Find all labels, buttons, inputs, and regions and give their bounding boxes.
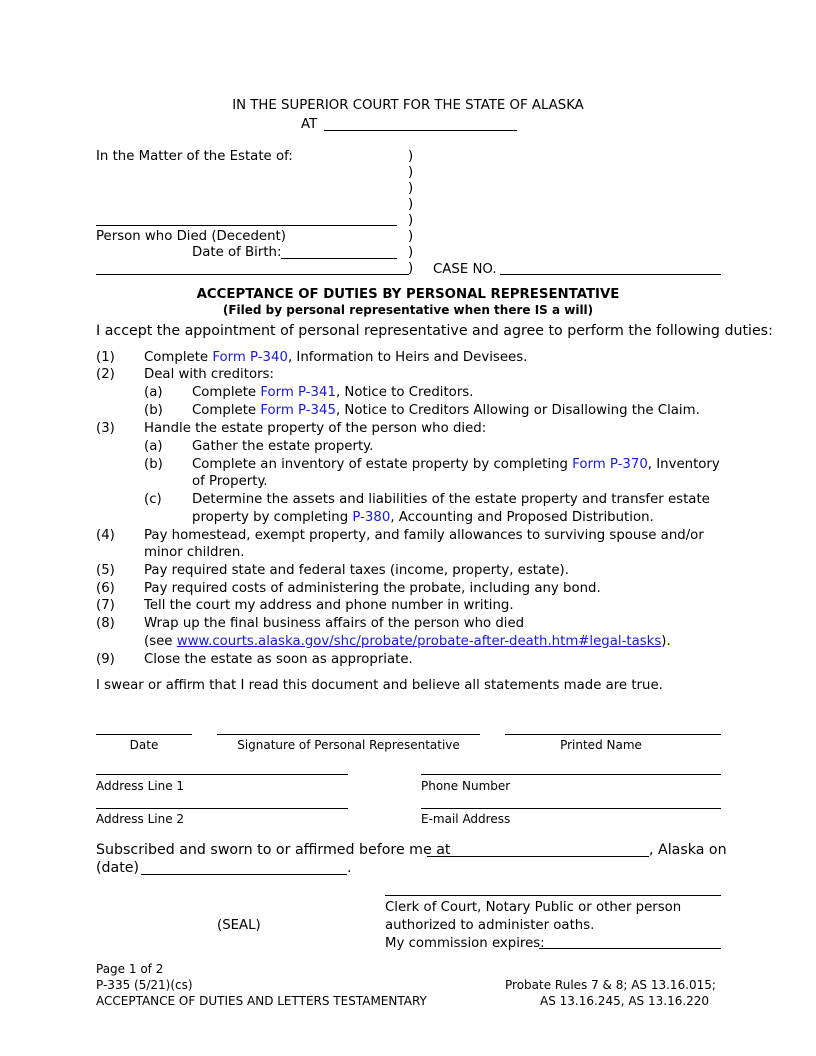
caption-paren: ) (408, 261, 414, 276)
duty-8: Wrap up the final business affairs of the person who died (144, 616, 525, 631)
clerk-line-1: Clerk of Court, Notary Public or other person (385, 900, 682, 915)
case-no-field[interactable] (500, 274, 721, 275)
commission-label: My commission expires: (385, 936, 545, 951)
address-line-2-field[interactable] (96, 808, 348, 809)
signature-field[interactable] (217, 734, 480, 735)
duty-2a (192, 384, 473, 401)
duty-text: Complete (144, 350, 213, 365)
duty-text: , Accounting and Proposed Distribution. (390, 510, 654, 525)
clerk-line-2: authorized to administer oaths. (385, 918, 595, 933)
sworn-date-label: (date) (96, 860, 140, 876)
duty-3c: Determine the assets and liabilities of the estate property and transfer estate (192, 492, 710, 507)
printed-name-field[interactable] (505, 734, 721, 735)
page-number: Page 1 of 2 (96, 962, 164, 976)
caption-paren: ) (408, 213, 414, 228)
duty-3b (192, 456, 720, 473)
duty-number: (8) (96, 616, 115, 631)
caption-paren: ) (408, 165, 414, 180)
caption-paren: ) (408, 181, 414, 196)
address-line-2-label: Address Line 2 (96, 812, 185, 826)
sworn-text: Subscribed and sworn to or affirmed before me at (96, 842, 451, 858)
document-title: ACCEPTANCE OF DUTIES BY PERSONAL REPRESENTATIVE (196, 287, 620, 302)
email-address-label: E-mail Address (421, 812, 511, 826)
sworn-location-field[interactable] (427, 856, 649, 857)
form-p345-link[interactable]: Form P-345 (260, 403, 336, 418)
rules-line-1: Probate Rules 7 & 8; AS 13.16.015; (505, 978, 716, 992)
sworn-period: . (347, 860, 352, 876)
sworn-text-end: , Alaska on (649, 842, 727, 858)
decedent-name-field[interactable] (96, 225, 397, 226)
duty-1 (144, 349, 527, 366)
form-p341-link[interactable]: Form P-341 (260, 385, 336, 400)
duty-number: (1) (96, 350, 115, 365)
duty-number: (2) (96, 367, 115, 382)
oath-statement: I swear or affirm that I read this document and believe all statements made are true. (96, 678, 663, 693)
duty-3: Handle the estate property of the person who died: (144, 421, 487, 436)
dob-label: Date of Birth: (192, 245, 282, 260)
duty-text: property by completing (192, 510, 353, 525)
caption-paren: ) (408, 197, 414, 212)
caption-paren: ) (408, 245, 414, 260)
duty-text: Complete an inventory of estate property by completing (192, 457, 573, 472)
duty-8-cont (144, 633, 671, 650)
duty-text: Complete (192, 403, 261, 418)
caption-paren: ) (408, 149, 414, 164)
form-p340-link[interactable]: Form P-340 (212, 350, 288, 365)
duty-9: Close the estate as soon as appropriate. (144, 652, 413, 667)
court-location-field[interactable] (324, 130, 517, 131)
form-p370-link[interactable]: Form P-370 (572, 457, 648, 472)
duty-text: , Inventory (647, 457, 720, 472)
duty-text: (see (144, 634, 177, 649)
duty-number: (3) (96, 421, 115, 436)
date-field[interactable] (96, 734, 192, 735)
duty-7: Tell the court my address and phone number in writing. (144, 598, 514, 613)
duty-number: (7) (96, 598, 115, 613)
decedent-label: Person who Died (Decedent) (96, 229, 286, 244)
caption-paren: ) (408, 229, 414, 244)
case-no-label: CASE NO. (433, 262, 497, 277)
duty-number: (5) (96, 563, 115, 578)
duty-text: , Notice to Creditors Allowing or Disallowing the Claim. (335, 403, 700, 418)
duty-4-cont: minor children. (144, 545, 245, 560)
court-title: IN THE SUPERIOR COURT FOR THE STATE OF ALASKA (232, 98, 584, 113)
caption-bottom-rule (96, 274, 409, 275)
form-code: P-335 (5/21)(cs) (96, 978, 193, 992)
duty-number: (b) (144, 403, 163, 418)
duty-text: Complete (192, 385, 261, 400)
printed-name-label: Printed Name (560, 738, 642, 752)
duty-number: (9) (96, 652, 115, 667)
form-title: ACCEPTANCE OF DUTIES AND LETTERS TESTAMENTARY (96, 994, 427, 1008)
duty-text: ). (661, 634, 671, 649)
notary-signature-field[interactable] (385, 895, 721, 896)
email-address-field[interactable] (421, 808, 721, 809)
legal-tasks-link[interactable]: www.courts.alaska.gov/shc/probate/probate-after-death.htm#legal-tasks (176, 634, 662, 649)
date-label: Date (129, 738, 159, 752)
matter-label: In the Matter of the Estate of: (96, 149, 293, 164)
dob-field[interactable] (281, 258, 397, 259)
duty-text: , Information to Heirs and Devisees. (287, 350, 528, 365)
duty-number: (a) (144, 385, 163, 400)
duty-number: (c) (144, 492, 162, 507)
duty-2b (192, 402, 700, 419)
rules-line-2: AS 13.16.245, AS 13.16.220 (540, 994, 710, 1008)
duty-text: , Notice to Creditors. (335, 385, 474, 400)
duty-3b-cont: of Property. (192, 474, 268, 489)
sworn-date-field[interactable] (141, 874, 347, 875)
duty-number: (6) (96, 581, 115, 596)
duty-4: Pay homestead, exempt property, and family allowances to surviving spouse and/or (144, 528, 704, 543)
at-label: AT (301, 117, 318, 132)
signature-label: Signature of Personal Representative (237, 738, 460, 752)
duty-5: Pay required state and federal taxes (income, property, estate). (144, 563, 569, 578)
phone-number-field[interactable] (421, 774, 721, 775)
duty-6: Pay required costs of administering the probate, including any bond. (144, 581, 601, 596)
phone-number-label: Phone Number (421, 779, 511, 793)
duty-3c-cont (192, 509, 654, 526)
duty-number: (b) (144, 457, 163, 472)
seal-label: (SEAL) (217, 918, 261, 933)
address-line-1-label: Address Line 1 (96, 779, 185, 793)
form-p380-link[interactable]: P-380 (352, 510, 391, 525)
duty-3a: Gather the estate property. (192, 439, 374, 454)
duty-number: (4) (96, 528, 115, 543)
duty-number: (a) (144, 439, 163, 454)
intro-text: I accept the appointment of personal representative and agree to perform the following duties: (96, 323, 773, 339)
duty-2: Deal with creditors: (144, 367, 274, 382)
document-subtitle: (Filed by personal representative when there IS a will) (222, 303, 594, 317)
address-line-1-field[interactable] (96, 774, 348, 775)
commission-expires-field[interactable] (539, 948, 721, 949)
